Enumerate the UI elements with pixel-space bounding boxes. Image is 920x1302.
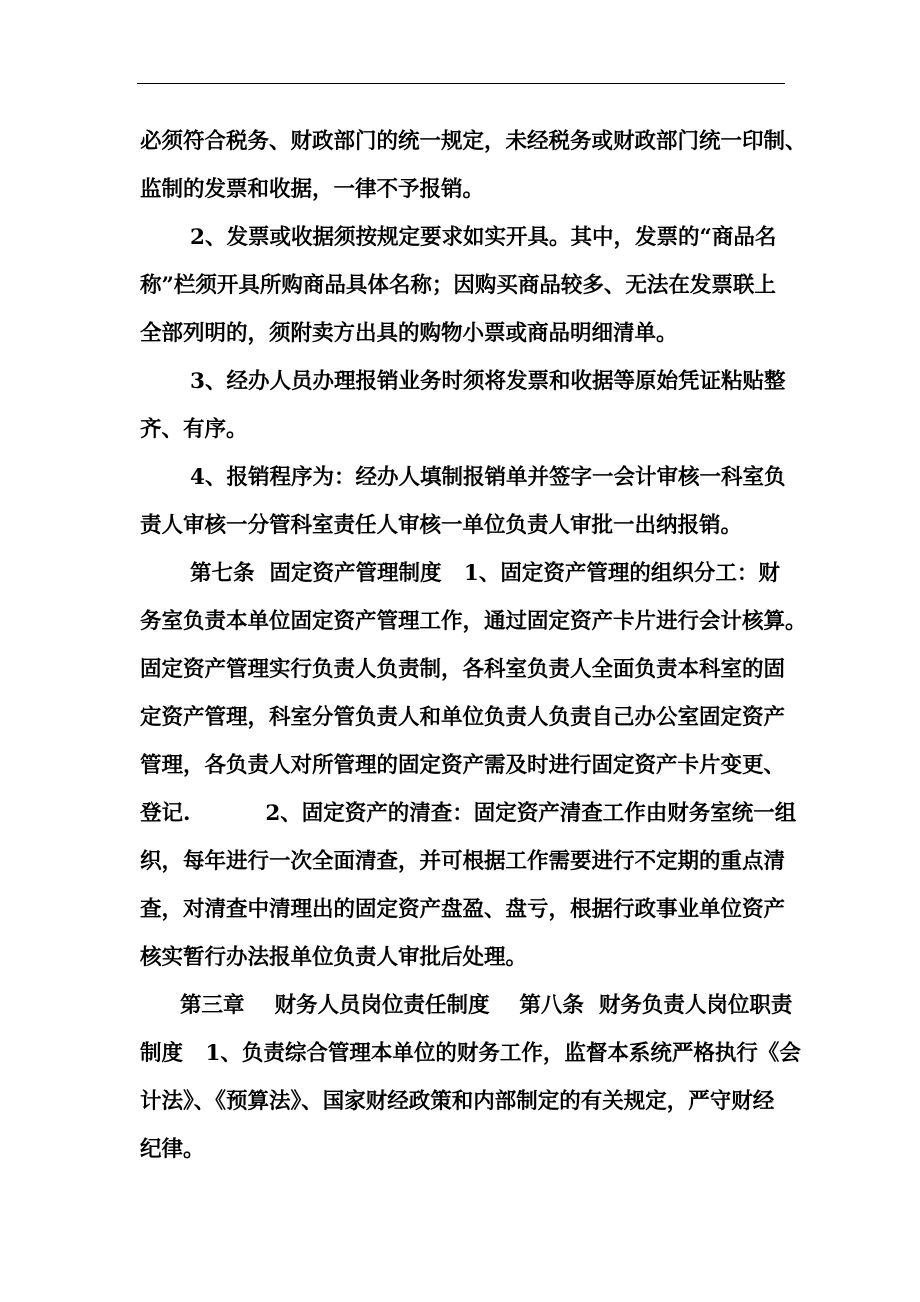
text-line: 纪律。 bbox=[140, 1137, 205, 1162]
text-line: 务室负责本单位固定资产管理工作，通过固定资产卡片进行会计核算。 bbox=[140, 609, 807, 634]
text-line: 制度 1、负责综合管理本单位的财务工作，监督本系统严格执行《会 bbox=[140, 1041, 801, 1066]
text-line: 计法》、《预算法》、国家财经政策和内部制定的有关规定，严守财经 bbox=[140, 1089, 775, 1114]
text-line: 织，每年进行一次全面清查，并可根据工作需要进行不定期的重点清 bbox=[140, 849, 786, 874]
text-line: 固定资产管理实行负责人负责制，各科室负责人全面负责本科室的固 bbox=[140, 657, 786, 682]
text-line: 监制的发票和收据，一律不予报销。 bbox=[140, 177, 485, 202]
text-line: 齐、有序。 bbox=[140, 417, 248, 442]
text-line: 4、报销程序为：经办人填制报销单并签字一会计审核一科室负 bbox=[190, 465, 786, 490]
header-rule bbox=[137, 83, 785, 84]
text-line: 核实暂行办法报单位负责人审批后处理。 bbox=[140, 945, 528, 970]
text-line: 定资产管理，科室分管负责人和单位负责人负责自己办公室固定资产 bbox=[140, 705, 786, 730]
text-line: 2、发票或收据须按规定要求如实开具。其中，发票的“商品名 bbox=[190, 225, 777, 250]
text-line: 查，对清查中清理出的固定资产盘盈、盘亏，根据行政事业单位资产 bbox=[140, 897, 786, 922]
text-line: 管理，各负责人对所管理的固定资产需及时进行固定资产卡片变更、 bbox=[140, 753, 786, 778]
text-line: 全部列明的，须附卖方出具的购物小票或商品明细清单。 bbox=[140, 321, 678, 346]
text-line: 第三章 财务人员岗位责任制度 第八条 财务负责人岗位职责 bbox=[180, 993, 793, 1018]
text-line: 3、经办人员办理报销业务时须将发票和收据等原始凭证粘贴整 bbox=[190, 369, 786, 394]
body-text bbox=[140, 118, 807, 1174]
text-line: 责人审核一分管科室责任人审核一单位负责人审批一出纳报销。 bbox=[140, 513, 743, 538]
text-line: 必须符合税务、财政部门的统一规定，未经税务或财政部门统一印制、 bbox=[140, 129, 807, 154]
text-line: 称”栏须开具所购商品具体名称；因购买商品较多、无法在发票联上 bbox=[140, 273, 776, 298]
text-line: 第七条 固定资产管理制度 1、固定资产管理的组织分工：财 bbox=[190, 561, 780, 586]
text-line: 登记. 2、固定资产的清查：固定资产清查工作由财务室统一组 bbox=[140, 801, 797, 826]
